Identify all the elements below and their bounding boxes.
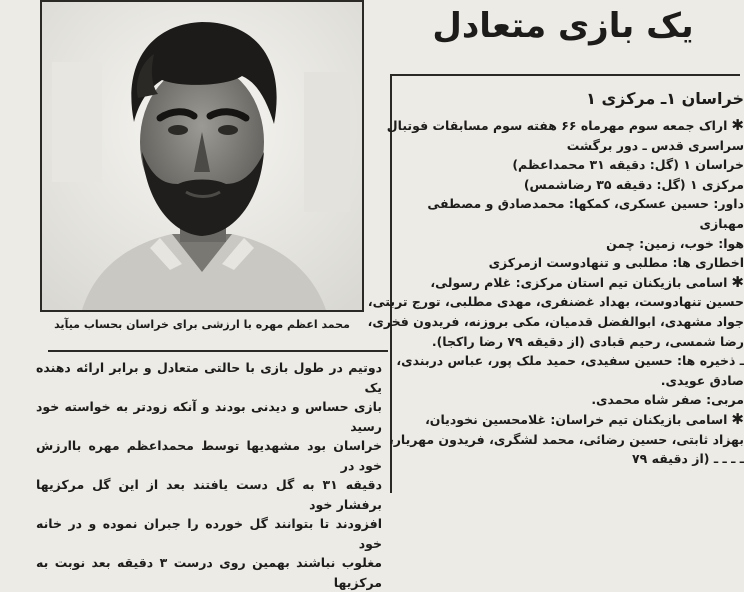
info-line: ✱اسامی بازیکنان تیم خراسان: غلامحسین نخودیان، [425, 409, 744, 428]
article-body [36, 358, 382, 590]
asterisk-icon: ✱ [731, 272, 744, 291]
asterisk-icon: ✱ [731, 409, 744, 428]
info-line: صادق عویدی. [660, 372, 744, 388]
info-line: رضا شمسی، رحیم قبادی (از دقیقه ۷۹ رضا راکجا). [431, 333, 744, 349]
portrait-illustration [42, 2, 362, 310]
info-line: ـ ذخیره ها: حسین سفیدی، حمید ملک پور، عباس دربندی، [396, 353, 744, 369]
article-line: افزودند تا بتوانند گل خورده را جبران نموده و در خانه خود [36, 516, 382, 551]
score-title: خراسان ۱ـ مرکزی ۱ [586, 89, 744, 108]
info-line: سراسری قدس ـ دور برگشت [566, 137, 744, 153]
info-line: مرکزی ۱ (گل: دقیقه ۳۵ رضاشمس) [523, 176, 744, 192]
info-line: ✱اراک جمعه سوم مهرماه ۶۶ هفته سوم مسابقات فوتبال [386, 116, 744, 134]
info-line: خراسان ۱ (گل: دقیقه ۳۱ محمداعظم) [512, 157, 744, 173]
caption-divider [48, 350, 388, 352]
article-line: دقیقه ۳۱ به گل دست یافتند بعد از این گل مرکزیها برفشار خود [36, 477, 382, 512]
info-line: هوا: خوب، زمین: چمن [606, 235, 744, 251]
info-line: مربی: صفر شاه محمدی. [591, 392, 744, 408]
asterisk-icon: ✱ [731, 116, 744, 134]
info-line: حسین تنهادوست، بهداد غضنفری، مهدی مطلبی، تورج تربتی، [367, 294, 744, 310]
info-line: داور: حسین عسکری، کمکها: محمدصادق و مصطفی [427, 196, 744, 212]
page-title: یک بازی متعادل [432, 6, 694, 46]
info-line: ✱اسامی بازیکنان تیم استان مرکزی: غلام رسولی، [430, 272, 744, 291]
article-line: مغلوب نباشند بهمین روی درست ۳ دقیقه بعد نوبت به مرکزیها [36, 555, 382, 590]
player-photo [40, 0, 364, 312]
info-line: بهزاد ثابتی، حسین رضائی، محمد لشگری، فریدون مهریار، [388, 431, 744, 447]
info-line: مهبازی [699, 215, 744, 231]
article-line: دوتیم در طول بازی با حالتی متعادل و برابر ارائه دهنده یک [36, 360, 382, 395]
match-info-box [367, 76, 744, 493]
info-line: ـ ـ ـ ـ (از دقیقه ۷۹ [632, 451, 744, 467]
article-line: خراسان بود مشهدیها توسط محمداعظم مهره باارزش خود در [36, 438, 382, 473]
info-line: جواد مشهدی، ابوالفضل قدمیان، مکی بروزنه، فریدون فخری، [367, 313, 744, 329]
photo-caption: محمد اعظم مهره با ارزشی برای خراسان بحساب میآید [54, 318, 350, 331]
article-line: بازی حساس و دیدنی بودند و آنکه زودتر به خواسته خود رسید [36, 399, 382, 434]
info-line: اخطاری ها: مطلبی و تنهادوست ازمرکزی [488, 255, 744, 271]
